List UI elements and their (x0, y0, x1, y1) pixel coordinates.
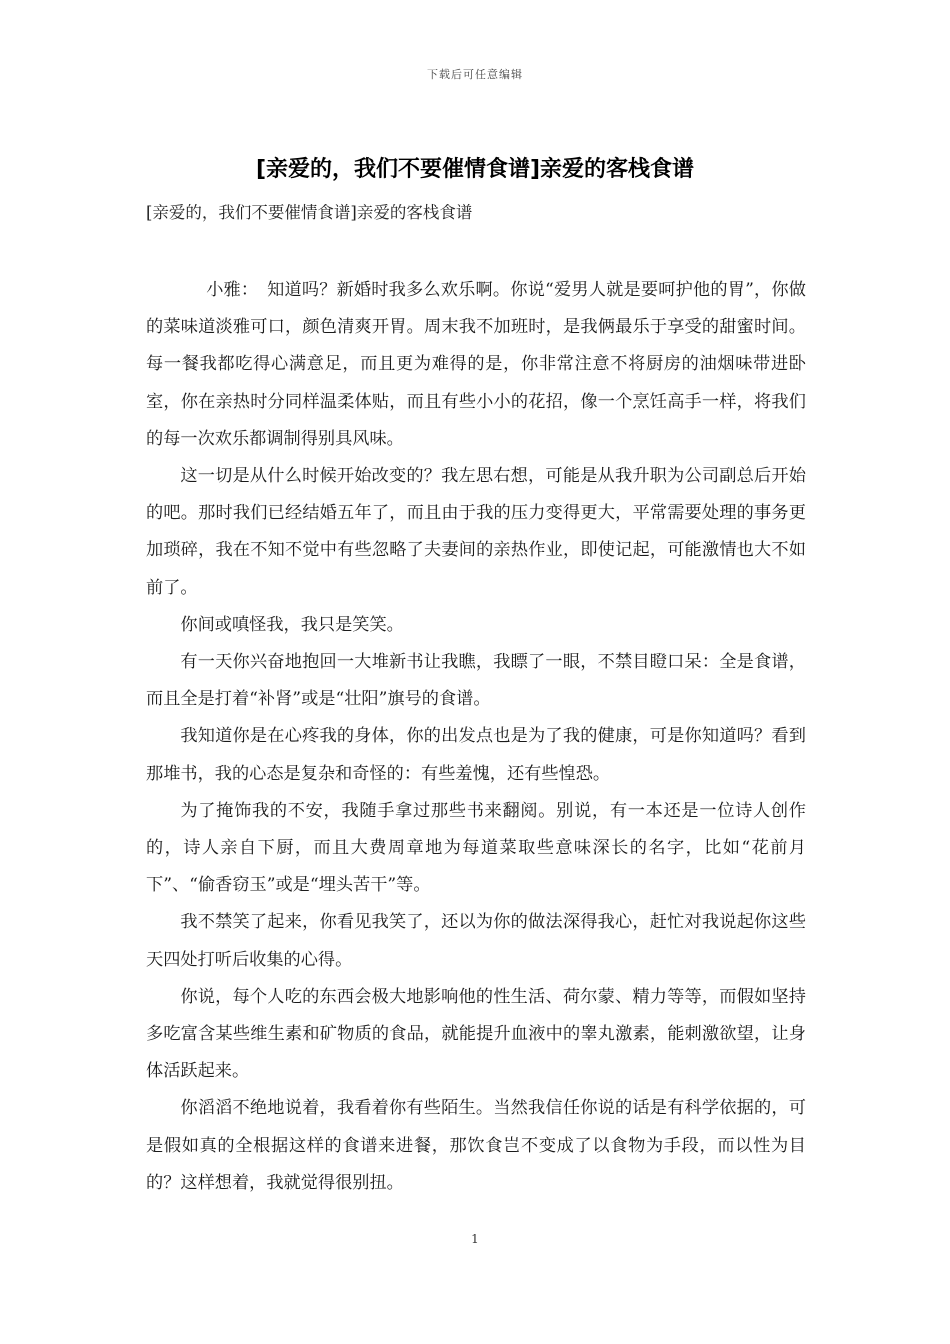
paragraph: 你间或嗔怪我，我只是笑笑。 (180, 614, 404, 635)
document-title: [亲爱的，我们不要催情食谱]亲爱的客栈食谱 (255, 157, 695, 182)
paragraph: 小雅： 知道吗？新婚时我多么欢乐啊。你说“爱男人就是要呵护他的胃”，你做的菜味道淡雅可口，颜色清爽开胃。周末我不加班时，是我俩最乐于享受的甜蜜时间。每一餐我都吃得心满意足，而且更为难得的是，你非常注意不将厨房的油烟味带进卧室，你在亲热时分同样温柔体贴，而且有些小小的花招，像一个烹饪高手一样，将我们的每一次欢乐都调制得别具风味。 (146, 280, 806, 449)
paragraph: 为了掩饰我的不安，我随手拿过那些书来翻阅。别说，有一本还是一位诗人创作的，诗人亲自下厨，而且大费周章地为每道菜取些意味深长的名字，比如“花前月下”、“偷香窃玉”或是“埋头苦干”等。 (146, 800, 806, 896)
document-body (146, 272, 806, 1202)
paragraph: 我知道你是在心疼我的身体，你的出发点也是为了我的健康，可是你知道吗？看到那堆书，我的心态是复杂和奇怪的：有些羞愧，还有些惶恐。 (146, 726, 806, 784)
paragraph: 这一切是从什么时候开始改变的？我左思右想，可能是从我升职为公司副总后开始的吧。那时我们已经结婚五年了，而且由于我的压力变得更大，平常需要处理的事务更加琐碎，我在不知不觉中有些忽略了夫妻间的亲热作业，即使记起，可能激情也大不如前了。 (146, 466, 806, 598)
paragraph: 我不禁笑了起来，你看见我笑了，还以为你的做法深得我心，赶忙对我说起你这些天四处打听后收集的心得。 (146, 912, 806, 970)
paragraph: 你说，每个人吃的东西会极大地影响他的性生活、荷尔蒙、精力等等，而假如坚持多吃富含某些维生素和矿物质的食品，就能提升血液中的睾丸激素，能刺激欲望，让身体活跃起来。 (146, 986, 806, 1082)
paragraph: 有一天你兴奋地抱回一大堆新书让我瞧，我瞟了一眼，不禁目瞪口呆：全是食谱，而且全是打着“补肾”或是“壮阳”旗号的食谱。 (146, 652, 806, 710)
header-note: 下载后可任意编辑 (427, 68, 523, 81)
document-subtitle: [亲爱的，我们不要催情食谱]亲爱的客栈食谱 (146, 203, 473, 222)
page-number: 1 (471, 1232, 479, 1246)
paragraph: 你滔滔不绝地说着，我看着你有些陌生。当然我信任你说的话是有科学依据的，可是假如真的全根据这样的食谱来进餐，那饮食岂不变成了以食物为手段，而以性为目的？这样想着，我就觉得很别扭。 (146, 1098, 806, 1193)
